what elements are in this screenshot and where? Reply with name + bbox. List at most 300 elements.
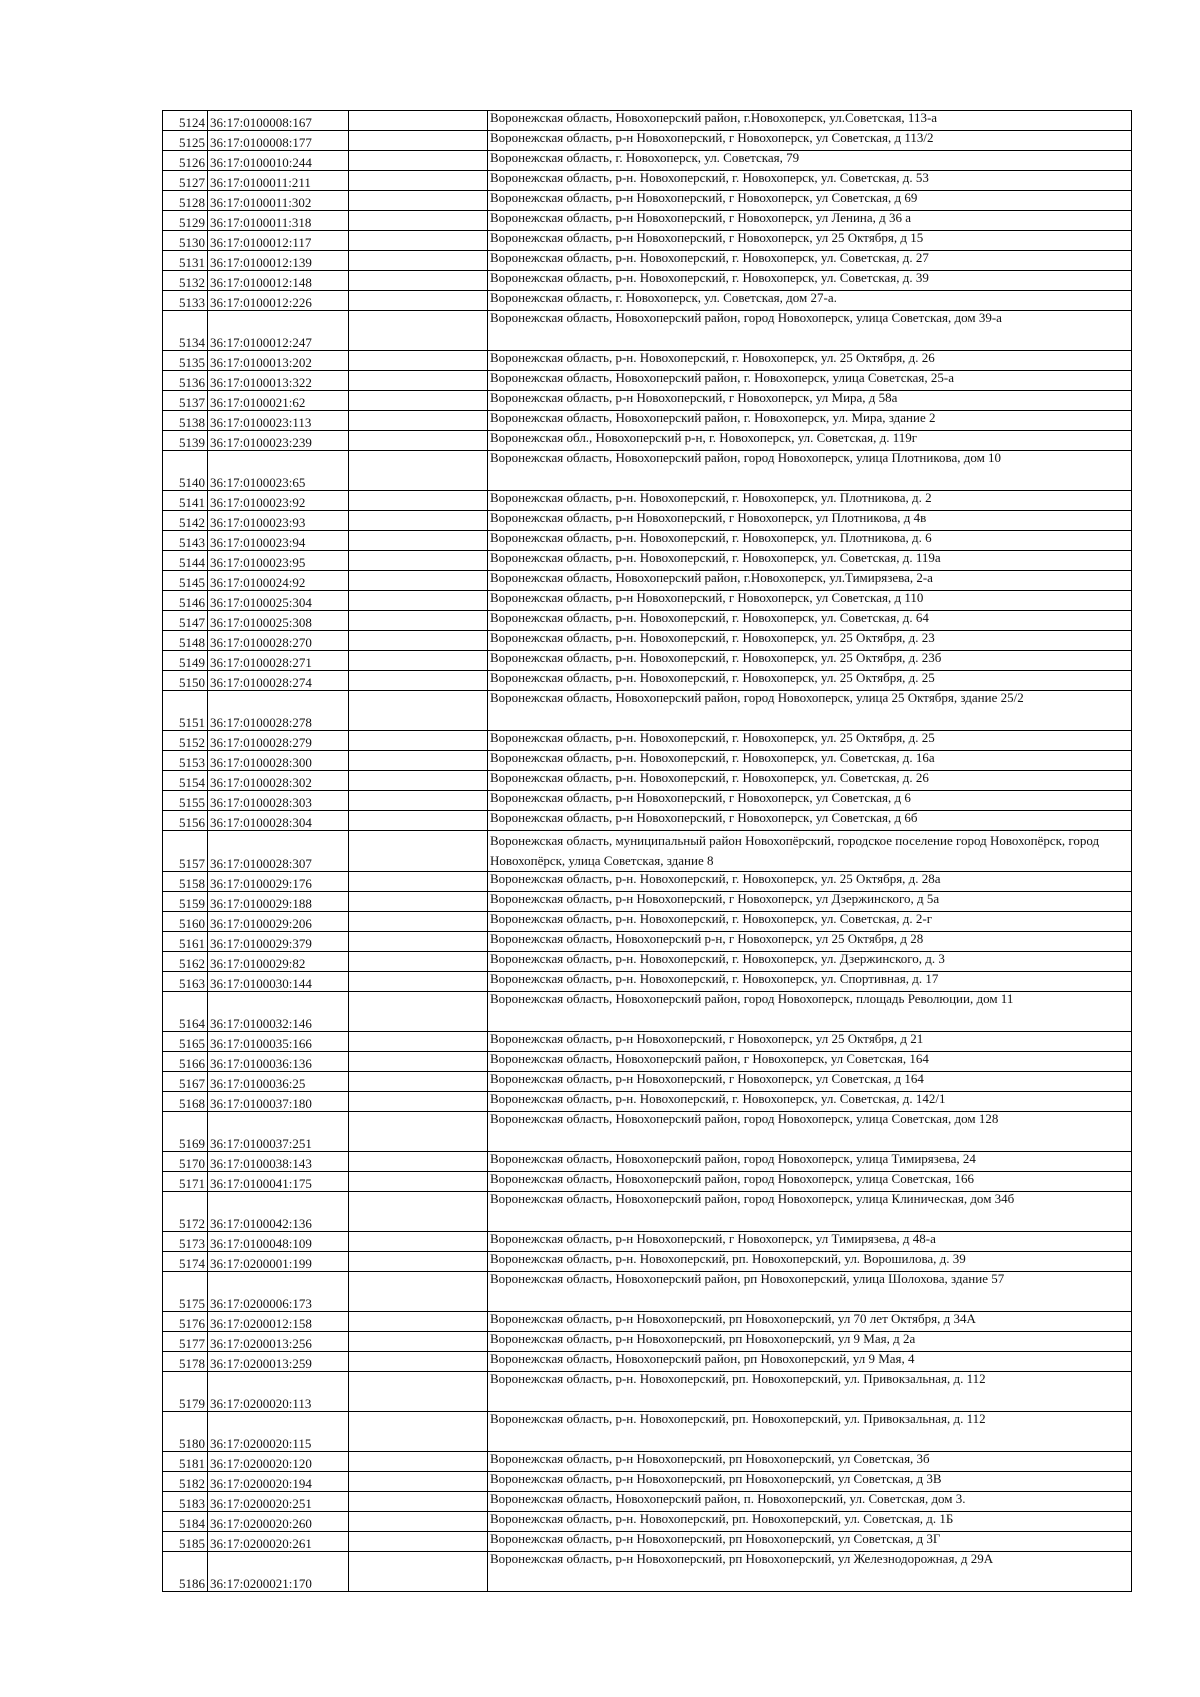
row-number: 5185	[163, 1532, 208, 1552]
row-number: 5181	[163, 1452, 208, 1472]
cadastral-number: 36:17:0100029:379	[208, 932, 349, 952]
table-row	[163, 351, 1132, 371]
table-row	[163, 231, 1132, 251]
cadastral-number: 36:17:0100042:136	[208, 1192, 349, 1232]
table-row	[163, 731, 1132, 751]
row-number: 5168	[163, 1092, 208, 1112]
table-row	[163, 1172, 1132, 1192]
cadastral-number: 36:17:0200021:170	[208, 1552, 349, 1592]
table-row	[163, 211, 1132, 231]
cadastral-number: 36:17:0200020:194	[208, 1472, 349, 1492]
empty-cell	[349, 1072, 488, 1092]
empty-cell	[349, 671, 488, 691]
cadastral-number: 36:17:0100011:302	[208, 191, 349, 211]
address: Воронежская область, р-н. Новохоперский, г. Новохоперск, ул. Советская, д. 119а	[488, 551, 1132, 571]
row-number: 5166	[163, 1052, 208, 1072]
property-table-page	[162, 110, 1131, 1592]
table-row	[163, 1452, 1132, 1472]
table-row	[163, 1532, 1132, 1552]
row-number: 5125	[163, 131, 208, 151]
empty-cell	[349, 651, 488, 671]
empty-cell	[349, 751, 488, 771]
empty-cell	[349, 151, 488, 171]
cadastral-number: 36:17:0100011:318	[208, 211, 349, 231]
table-row	[163, 1232, 1132, 1252]
row-number: 5147	[163, 611, 208, 631]
address: Воронежская область, Новохоперский район, город Новохоперск, улица 25 Октября, здание 25/2	[488, 691, 1132, 731]
row-number: 5179	[163, 1372, 208, 1412]
table-row	[163, 791, 1132, 811]
address: Воронежская область, р-н. Новохоперский, г. Новохоперск, ул. 25 Октября, д. 28а	[488, 872, 1132, 892]
empty-cell	[349, 171, 488, 191]
table-row	[163, 291, 1132, 311]
address: Воронежская область, р-н Новохоперский, г Новохоперск, ул Советская, д 113/2	[488, 131, 1132, 151]
row-number: 5136	[163, 371, 208, 391]
address: Воронежская область, муниципальный район Новохопёрский, городское поселение город Новохопёрск, город Новохопёрск, улица Советская, здание 8	[488, 831, 1132, 872]
address: Воронежская область, р-н. Новохоперский, г. Новохоперск, ул. 25 Октября, д. 25	[488, 671, 1132, 691]
row-number: 5150	[163, 671, 208, 691]
table-row	[163, 111, 1132, 131]
table-row	[163, 831, 1132, 872]
table-row	[163, 1552, 1132, 1592]
row-number: 5183	[163, 1492, 208, 1512]
table-row	[163, 1152, 1132, 1172]
row-number: 5164	[163, 992, 208, 1032]
cadastral-number: 36:17:0200001:199	[208, 1252, 349, 1272]
table-row	[163, 511, 1132, 531]
row-number: 5148	[163, 631, 208, 651]
empty-cell	[349, 551, 488, 571]
empty-cell	[349, 1452, 488, 1472]
cadastral-number: 36:17:0100041:175	[208, 1172, 349, 1192]
row-number: 5137	[163, 391, 208, 411]
table-row	[163, 972, 1132, 992]
row-number: 5154	[163, 771, 208, 791]
table-row	[163, 1472, 1132, 1492]
cadastral-number: 36:17:0100028:279	[208, 731, 349, 751]
address: Воронежская область, р-н Новохоперский, г Новохоперск, ул Тимирязева, д 48-а	[488, 1232, 1132, 1252]
cadastral-number: 36:17:0100036:25	[208, 1072, 349, 1092]
row-number: 5126	[163, 151, 208, 171]
table-row	[163, 1032, 1132, 1052]
cadastral-number: 36:17:0100028:302	[208, 771, 349, 791]
table-row	[163, 371, 1132, 391]
cadastral-number: 36:17:0100028:300	[208, 751, 349, 771]
address: Воронежская область, р-н Новохоперский, г Новохоперск, ул Советская, д 6	[488, 791, 1132, 811]
row-number: 5176	[163, 1312, 208, 1332]
row-number: 5149	[163, 651, 208, 671]
row-number: 5146	[163, 591, 208, 611]
cadastral-number: 36:17:0100023:92	[208, 491, 349, 511]
address: Воронежская область, р-н Новохоперский, г Новохоперск, ул 25 Октября, д 21	[488, 1032, 1132, 1052]
row-number: 5127	[163, 171, 208, 191]
cadastral-number: 36:17:0200013:259	[208, 1352, 349, 1372]
table-body	[163, 111, 1132, 1592]
empty-cell	[349, 1512, 488, 1532]
empty-cell	[349, 831, 488, 872]
address: Воронежская область, р-н. Новохоперский, рп. Новохоперский, ул. Привокзальная, д. 112	[488, 1412, 1132, 1452]
address: Воронежская область, р-н Новохоперский, г Новохоперск, ул 25 Октября, д 15	[488, 231, 1132, 251]
row-number: 5180	[163, 1412, 208, 1452]
address: Воронежская область, р-н. Новохоперский, г. Новохоперск, ул. 25 Октября, д. 23б	[488, 651, 1132, 671]
cadastral-number: 36:17:0100048:109	[208, 1232, 349, 1252]
cadastral-number: 36:17:0100037:180	[208, 1092, 349, 1112]
cadastral-number: 36:17:0100012:247	[208, 311, 349, 351]
row-number: 5144	[163, 551, 208, 571]
row-number: 5132	[163, 271, 208, 291]
address: Воронежская область, р-н. Новохоперский, рп. Новохоперский, ул. Ворошилова, д. 39	[488, 1252, 1132, 1272]
address: Воронежская область, Новохоперский район, город Новохоперск, улица Тимирязева, 24	[488, 1152, 1132, 1172]
empty-cell	[349, 291, 488, 311]
cadastral-number: 36:17:0100028:278	[208, 691, 349, 731]
cadastral-number: 36:17:0100024:92	[208, 571, 349, 591]
empty-cell	[349, 1532, 488, 1552]
cadastral-number: 36:17:0100035:166	[208, 1032, 349, 1052]
address: Воронежская область, р-н. Новохоперский, г. Новохоперск, ул. Советская, д. 16а	[488, 751, 1132, 771]
row-number: 5138	[163, 411, 208, 431]
empty-cell	[349, 271, 488, 291]
row-number: 5143	[163, 531, 208, 551]
empty-cell	[349, 932, 488, 952]
cadastral-number: 36:17:0100025:304	[208, 591, 349, 611]
empty-cell	[349, 1232, 488, 1252]
row-number: 5155	[163, 791, 208, 811]
cadastral-number: 36:17:0200020:260	[208, 1512, 349, 1532]
empty-cell	[349, 451, 488, 491]
empty-cell	[349, 1332, 488, 1352]
empty-cell	[349, 1552, 488, 1592]
row-number: 5163	[163, 972, 208, 992]
table-row	[163, 271, 1132, 291]
address: Воронежская область, Новохоперский район, п. Новохоперский, ул. Советская, дом 3.	[488, 1492, 1132, 1512]
empty-cell	[349, 771, 488, 791]
empty-cell	[349, 631, 488, 651]
empty-cell	[349, 491, 488, 511]
cadastral-number: 36:17:0200013:256	[208, 1332, 349, 1352]
address: Воронежская область, р-н. Новохоперский, г. Новохоперск, ул. Спортивная, д. 17	[488, 972, 1132, 992]
address: Воронежская область, Новохоперский р-н, г Новохоперск, ул 25 Октября, д 28	[488, 932, 1132, 952]
table-row	[163, 912, 1132, 932]
address: Воронежская область, р-н. Новохоперский, г. Новохоперск, ул. Советская, д. 27	[488, 251, 1132, 271]
cadastral-number: 36:17:0100028:271	[208, 651, 349, 671]
address: Воронежская область, р-н Новохоперский, рп Новохоперский, ул Советская, д 3Г	[488, 1532, 1132, 1552]
row-number: 5129	[163, 211, 208, 231]
cadastral-number: 36:17:0100029:206	[208, 912, 349, 932]
table-row	[163, 451, 1132, 491]
row-number: 5158	[163, 872, 208, 892]
row-number: 5160	[163, 912, 208, 932]
empty-cell	[349, 972, 488, 992]
empty-cell	[349, 371, 488, 391]
address: Воронежская область, р-н Новохоперский, г Новохоперск, ул Советская, д 110	[488, 591, 1132, 611]
address: Воронежская область, Новохоперский район, г. Новохоперск, улица Советская, 25-а	[488, 371, 1132, 391]
table-row	[163, 1052, 1132, 1072]
cadastral-number: 36:17:0200020:251	[208, 1492, 349, 1512]
empty-cell	[349, 1312, 488, 1332]
address: Воронежская область, Новохоперский район, г.Новохоперск, ул.Тимирязева, 2-а	[488, 571, 1132, 591]
empty-cell	[349, 1272, 488, 1312]
address: Воронежская область, р-н. Новохоперский, г. Новохоперск, ул. Плотникова, д. 2	[488, 491, 1132, 511]
empty-cell	[349, 1152, 488, 1172]
empty-cell	[349, 691, 488, 731]
row-number: 5186	[163, 1552, 208, 1592]
cadastral-number: 36:17:0100023:95	[208, 551, 349, 571]
empty-cell	[349, 431, 488, 451]
row-number: 5161	[163, 932, 208, 952]
table-row	[163, 571, 1132, 591]
table-row	[163, 551, 1132, 571]
address: Воронежская область, р-н Новохоперский, г Новохоперск, ул Ленина, д 36 а	[488, 211, 1132, 231]
empty-cell	[349, 391, 488, 411]
empty-cell	[349, 892, 488, 912]
cadastral-number: 36:17:0100032:146	[208, 992, 349, 1032]
row-number: 5174	[163, 1252, 208, 1272]
row-number: 5182	[163, 1472, 208, 1492]
address: Воронежская область, р-н. Новохоперский, г. Новохоперск, ул. Советская, д. 2-г	[488, 912, 1132, 932]
cadastral-number: 36:17:0100013:322	[208, 371, 349, 391]
row-number: 5131	[163, 251, 208, 271]
cadastral-number: 36:17:0200020:115	[208, 1412, 349, 1452]
table-row	[163, 651, 1132, 671]
empty-cell	[349, 1372, 488, 1412]
table-row	[163, 1112, 1132, 1152]
cadastral-number: 36:17:0100023:65	[208, 451, 349, 491]
row-number: 5128	[163, 191, 208, 211]
empty-cell	[349, 1472, 488, 1492]
empty-cell	[349, 211, 488, 231]
table-row	[163, 431, 1132, 451]
cadastral-number: 36:17:0100028:270	[208, 631, 349, 651]
address: Воронежская область, Новохоперский район, рп Новохоперский, ул 9 Мая, 4	[488, 1352, 1132, 1372]
empty-cell	[349, 131, 488, 151]
empty-cell	[349, 952, 488, 972]
cadastral-number: 36:17:0100028:304	[208, 811, 349, 831]
empty-cell	[349, 111, 488, 131]
empty-cell	[349, 531, 488, 551]
empty-cell	[349, 1352, 488, 1372]
table-row	[163, 1092, 1132, 1112]
row-number: 5177	[163, 1332, 208, 1352]
row-number: 5175	[163, 1272, 208, 1312]
table-row	[163, 531, 1132, 551]
address: Воронежская область, р-н. Новохоперский, рп. Новохоперский, ул. Привокзальная, д. 112	[488, 1372, 1132, 1412]
table-row	[163, 631, 1132, 651]
address: Воронежская область, р-н. Новохоперский, г. Новохоперск, ул. Советская, д. 64	[488, 611, 1132, 631]
table-row	[163, 611, 1132, 631]
empty-cell	[349, 992, 488, 1032]
row-number: 5162	[163, 952, 208, 972]
table-row	[163, 171, 1132, 191]
address: Воронежская область, р-н Новохоперский, рп Новохоперский, ул Железнодорожная, д 29А	[488, 1552, 1132, 1592]
address: Воронежская область, р-н. Новохоперский, г. Новохоперск, ул. Советская, д. 53	[488, 171, 1132, 191]
cadastral-number: 36:17:0100021:62	[208, 391, 349, 411]
empty-cell	[349, 591, 488, 611]
table-row	[163, 151, 1132, 171]
empty-cell	[349, 811, 488, 831]
empty-cell	[349, 1092, 488, 1112]
address: Воронежская область, р-н. Новохоперский, г. Новохоперск, ул. Дзержинского, д. 3	[488, 952, 1132, 972]
table-row	[163, 1332, 1132, 1352]
table-row	[163, 1252, 1132, 1272]
address: Воронежская область, р-н Новохоперский, рп Новохоперский, ул Советская, д 3В	[488, 1472, 1132, 1492]
cadastral-number: 36:17:0100029:188	[208, 892, 349, 912]
empty-cell	[349, 611, 488, 631]
row-number: 5171	[163, 1172, 208, 1192]
table-row	[163, 1192, 1132, 1232]
cadastral-number: 36:17:0200006:173	[208, 1272, 349, 1312]
address: Воронежская область, р-н Новохоперский, г Новохоперск, ул Советская, д 6б	[488, 811, 1132, 831]
table-row	[163, 1272, 1132, 1312]
row-number: 5134	[163, 311, 208, 351]
cadastral-number: 36:17:0100025:308	[208, 611, 349, 631]
address: Воронежская область, р-н Новохоперский, г Новохоперск, ул Дзержинского, д 5а	[488, 892, 1132, 912]
empty-cell	[349, 1492, 488, 1512]
address: Воронежская область, Новохоперский район, город Новохоперск, улица Клиническая, дом 34б	[488, 1192, 1132, 1232]
table-row	[163, 311, 1132, 351]
row-number: 5172	[163, 1192, 208, 1232]
address: Воронежская область, Новохоперский район, город Новохоперск, улица Советская, 166	[488, 1172, 1132, 1192]
address: Воронежская область, Новохоперский район, город Новохоперск, улица Советская, дом 39-а	[488, 311, 1132, 351]
row-number: 5133	[163, 291, 208, 311]
row-number: 5178	[163, 1352, 208, 1372]
table-row	[163, 811, 1132, 831]
cadastral-number: 36:17:0100011:211	[208, 171, 349, 191]
address: Воронежская область, р-н. Новохоперский, г. Новохоперск, ул. Плотникова, д. 6	[488, 531, 1132, 551]
cadastral-number: 36:17:0100037:251	[208, 1112, 349, 1152]
address: Воронежская область, р-н. Новохоперский, г. Новохоперск, ул. 25 Октября, д. 25	[488, 731, 1132, 751]
table-row	[163, 411, 1132, 431]
address: Воронежская область, р-н Новохоперский, г Новохоперск, ул Советская, д 164	[488, 1072, 1132, 1092]
empty-cell	[349, 791, 488, 811]
empty-cell	[349, 1032, 488, 1052]
cadastral-number: 36:17:0100013:202	[208, 351, 349, 371]
cadastral-number: 36:17:0200020:261	[208, 1532, 349, 1552]
address: Воронежская область, Новохоперский район, г Новохоперск, ул Советская, 164	[488, 1052, 1132, 1072]
address: Воронежская область, г. Новохоперск, ул. Советская, дом 27-а.	[488, 291, 1132, 311]
empty-cell	[349, 311, 488, 351]
cadastral-number: 36:17:0100029:176	[208, 872, 349, 892]
cadastral-number: 36:17:0100028:274	[208, 671, 349, 691]
address: Воронежская область, Новохоперский район, рп Новохоперский, улица Шолохова, здание 57	[488, 1272, 1132, 1312]
row-number: 5151	[163, 691, 208, 731]
cadastral-number: 36:17:0100008:167	[208, 111, 349, 131]
row-number: 5142	[163, 511, 208, 531]
address: Воронежская область, р-н. Новохоперский, рп. Новохоперский, ул. Советская, д. 1Б	[488, 1512, 1132, 1532]
table-row	[163, 491, 1132, 511]
cadastral-number: 36:17:0100036:136	[208, 1052, 349, 1072]
address: Воронежская область, р-н. Новохоперский, г. Новохоперск, ул. 25 Октября, д. 23	[488, 631, 1132, 651]
cadastral-number: 36:17:0100038:143	[208, 1152, 349, 1172]
empty-cell	[349, 511, 488, 531]
cadastral-number: 36:17:0100012:139	[208, 251, 349, 271]
empty-cell	[349, 731, 488, 751]
row-number: 5140	[163, 451, 208, 491]
row-number: 5135	[163, 351, 208, 371]
empty-cell	[349, 1252, 488, 1272]
table-row	[163, 591, 1132, 611]
table-row	[163, 1372, 1132, 1412]
cadastral-number: 36:17:0100023:93	[208, 511, 349, 531]
row-number: 5130	[163, 231, 208, 251]
empty-cell	[349, 231, 488, 251]
empty-cell	[349, 1192, 488, 1232]
table-row	[163, 671, 1132, 691]
table-row	[163, 751, 1132, 771]
cadastral-number: 36:17:0100028:307	[208, 831, 349, 872]
table-row	[163, 691, 1132, 731]
cadastral-number: 36:17:0100029:82	[208, 952, 349, 972]
address: Воронежская область, р-н Новохоперский, рп Новохоперский, ул 70 лет Октября, д 34А	[488, 1312, 1132, 1332]
property-table	[162, 110, 1132, 1592]
table-row	[163, 1412, 1132, 1452]
cadastral-number: 36:17:0200020:120	[208, 1452, 349, 1472]
table-row	[163, 391, 1132, 411]
cadastral-number: 36:17:0100012:148	[208, 271, 349, 291]
table-row	[163, 1072, 1132, 1092]
address: Воронежская область, Новохоперский район, город Новохоперск, улица Советская, дом 128	[488, 1112, 1132, 1152]
row-number: 5165	[163, 1032, 208, 1052]
empty-cell	[349, 251, 488, 271]
address: Воронежская область, р-н. Новохоперский, г. Новохоперск, ул. Советская, д. 26	[488, 771, 1132, 791]
row-number: 5159	[163, 892, 208, 912]
row-number: 5156	[163, 811, 208, 831]
table-row	[163, 1512, 1132, 1532]
address: Воронежская область, р-н Новохоперский, рп Новохоперский, ул 9 Мая, д 2а	[488, 1332, 1132, 1352]
row-number: 5173	[163, 1232, 208, 1252]
cadastral-number: 36:17:0100023:94	[208, 531, 349, 551]
empty-cell	[349, 351, 488, 371]
table-row	[163, 892, 1132, 912]
row-number: 5124	[163, 111, 208, 131]
row-number: 5139	[163, 431, 208, 451]
empty-cell	[349, 912, 488, 932]
cadastral-number: 36:17:0200020:113	[208, 1372, 349, 1412]
cadastral-number: 36:17:0100028:303	[208, 791, 349, 811]
row-number: 5153	[163, 751, 208, 771]
empty-cell	[349, 411, 488, 431]
empty-cell	[349, 1412, 488, 1452]
table-row	[163, 1492, 1132, 1512]
empty-cell	[349, 1112, 488, 1152]
cadastral-number: 36:17:0100008:177	[208, 131, 349, 151]
cadastral-number: 36:17:0100012:117	[208, 231, 349, 251]
row-number: 5167	[163, 1072, 208, 1092]
cadastral-number: 36:17:0100023:239	[208, 431, 349, 451]
row-number: 5141	[163, 491, 208, 511]
row-number: 5157	[163, 831, 208, 872]
address: Воронежская область, Новохоперский район, город Новохоперск, площадь Революции, дом 11	[488, 992, 1132, 1032]
row-number: 5169	[163, 1112, 208, 1152]
table-row	[163, 932, 1132, 952]
empty-cell	[349, 1172, 488, 1192]
empty-cell	[349, 1052, 488, 1072]
address: Воронежская область, р-н Новохоперский, рп Новохоперский, ул Советская, 3б	[488, 1452, 1132, 1472]
empty-cell	[349, 191, 488, 211]
table-row	[163, 872, 1132, 892]
address: Воронежская область, Новохоперский район, г.Новохоперск, ул.Советская, 113-а	[488, 111, 1132, 131]
address: Воронежская область, г. Новохоперск, ул. Советская, 79	[488, 151, 1132, 171]
cadastral-number: 36:17:0100010:244	[208, 151, 349, 171]
cadastral-number: 36:17:0100012:226	[208, 291, 349, 311]
empty-cell	[349, 571, 488, 591]
table-row	[163, 992, 1132, 1032]
row-number: 5184	[163, 1512, 208, 1532]
row-number: 5152	[163, 731, 208, 751]
row-number: 5145	[163, 571, 208, 591]
cadastral-number: 36:17:0100030:144	[208, 972, 349, 992]
address: Воронежская область, р-н. Новохоперский, г. Новохоперск, ул. 25 Октября, д. 26	[488, 351, 1132, 371]
table-row	[163, 771, 1132, 791]
